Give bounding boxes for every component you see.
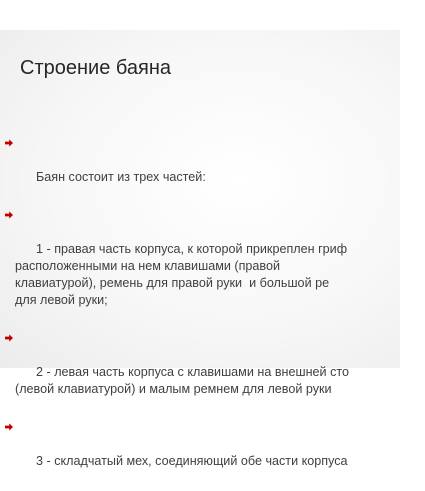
list-item [5,135,425,203]
arrow-right-icon [5,423,13,431]
list-item [5,330,425,415]
list-item [5,419,425,487]
list-item-text: Баян состоит из трех частей: [36,170,206,184]
slide-title: Строение баяна [20,57,171,79]
bullet-list [5,135,425,491]
slide [0,30,400,468]
list-item [5,207,425,326]
arrow-right-icon [5,334,13,342]
arrow-right-icon [5,211,13,219]
list-item-text: 3 - складчатый мех, соединяющий обе части корпуса [36,454,348,468]
arrow-right-icon [5,139,13,147]
list-item-text: 1 - правая часть корпуса, к которой прикреплен гриф расположенными на нем клавишами (правой клавиатурой), ремень для правой руки и большой ре для левой руки; [15,242,348,307]
list-item-text: 2 - левая часть корпуса с клавишами на внешней сто (левой клавиатурой) и малым ремнем для левой руки [15,365,349,396]
